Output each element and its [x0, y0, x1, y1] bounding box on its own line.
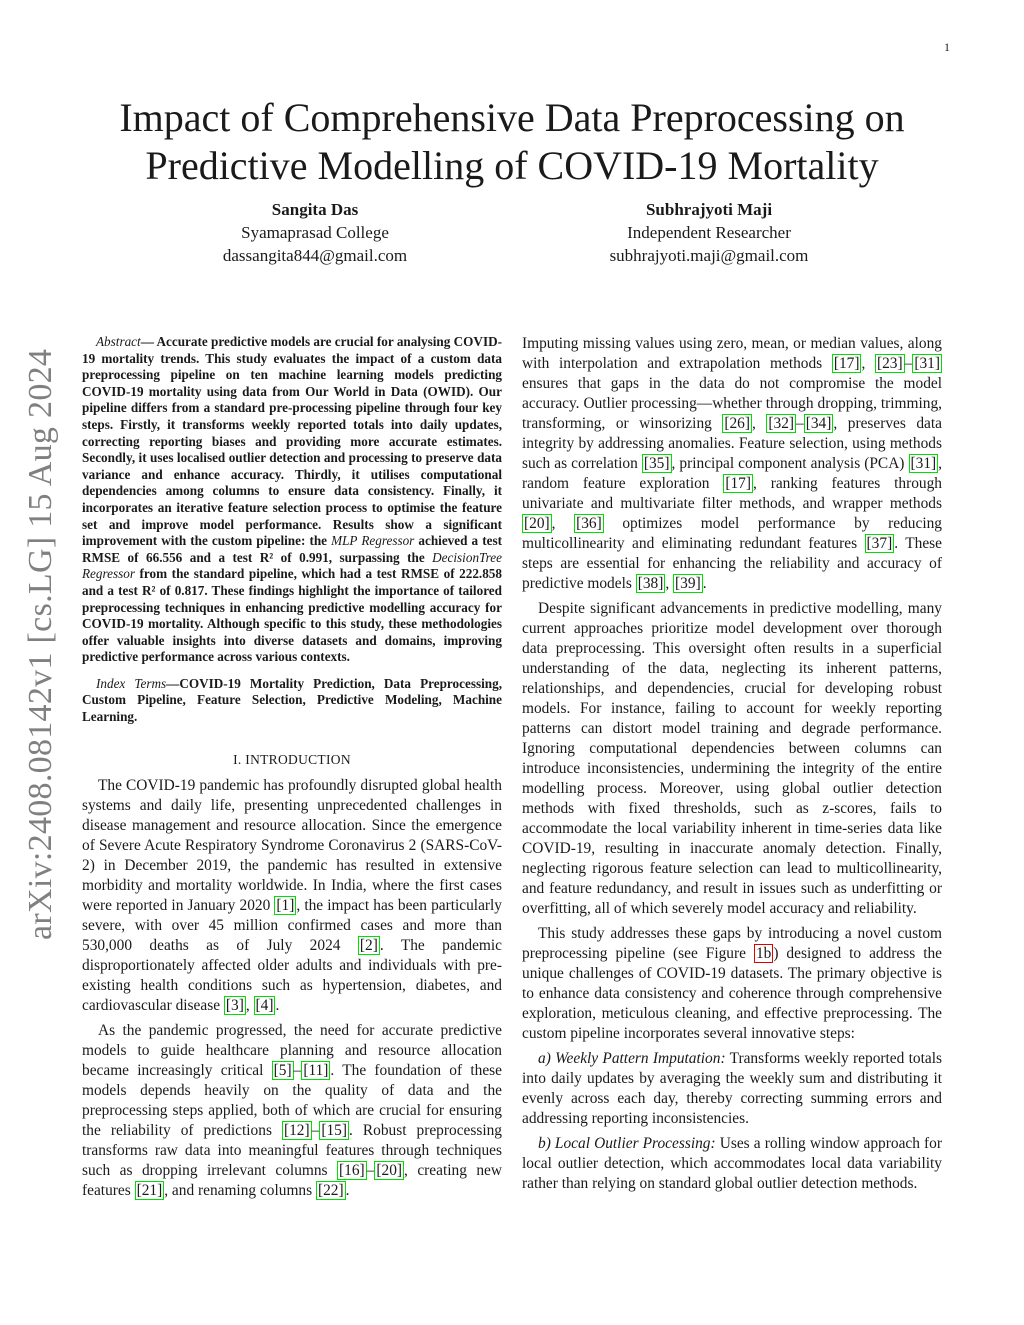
right-column [522, 334, 942, 1199]
paragraph: This study addresses these gaps by introducing a novel custom preprocessing pipeline (see Figure 1b ) designed to address the unique challenges of COVID-19 datasets. The primary objective is to enhance data consistency and coherence through comprehensive exploration, meticulous cleaning, and effective preprocessing. The custom pipeline incorporates several innovative steps: [522, 925, 943, 1042]
abstract-label: Abstract [96, 334, 141, 349]
left-column [82, 334, 502, 1206]
citation-link[interactable]: [2] [359, 936, 378, 954]
model-name: MLP Regressor [331, 533, 415, 549]
abstract: Abstract— Accurate predictive models are crucial for analysing COVID-19 mortality trends. This study evaluates the impact of a custom data preprocessing pipeline on ten machine learning models predicting COVID-19 mortality using data from Our World in Data (OWID). Our pipeline differs from a standard pre-processing pipeline through four key steps. Firstly, it transforms weekly reported totals into daily updates, correcting reporting biases and providing more accurate estimates. Secondly, it uses localised outlier detection and processing to preserve data variance and enhance accuracy. Thirdly, it utilises computational dependencies among columns to ensure data consistency. Finally, it incorporates an iterative feature selection process to optimise the feature set and improve model performance. Results show a significant improvement with the custom pipeline: the MLP Regressor achieved a test RMSE of 66.556 and a test R² of 0.991, surpassing the DecisionTree Regressor from the standard pipeline, which had a test RMSE of 222.858 and a test R² of 0.817. These findings highlight the importance of tailored preprocessing techniques in enhancing predictive modelling accuracy for COVID-19 mortality. Although specific to this study, these methodologies offer valuable insights into diverse datasets and domains, improving predictive performance across various contexts. [82, 334, 502, 665]
citation-link[interactable]: [31] [914, 355, 940, 372]
citation-link[interactable]: [20] [524, 515, 550, 532]
index-terms-label: Index Terms [96, 675, 167, 691]
citation-link[interactable]: [32] [768, 415, 795, 432]
citation-link[interactable]: [16] [339, 1161, 365, 1179]
author-name: Subhrajyoti Maji [645, 200, 773, 219]
paragraph: As the pandemic progressed, the need for accurate predictive models to guide healthcare planning and resource allocation became increasingly critical [5] – [11] . The foundation of these models depends heavily on the quality of data and the preprocessing steps applied, both of which are crucial for ensuring the reliability of predictions [12] – [15] . Robust preprocessing transforms raw data into meaningful features through techniques such as dropping irrelevant columns [16] – [20] , creating new features [21] , and renaming columns [22] . [82, 1021, 503, 1199]
index-terms: Index Terms—COVID-19 Mortality Prediction, Data Preprocessing, Custom Pipeline, Feature Selection, Predictive Modeling, Machine Learning. [82, 675, 502, 725]
subsection-label: a) Weekly Pattern Imputation: [538, 1050, 726, 1067]
author-email[interactable]: dassangita844@gmail.com [222, 246, 408, 265]
page-number: 1 [944, 40, 950, 54]
paragraph: The COVID-19 pandemic has profoundly disrupted global health systems and daily life, presenting unprecedented challenges in disease management and resource allocation. Since the emergence of Severe Acute Respiratory Syndrome Coronavirus 2 (SARS-CoV-2) in December 2019, the pandemic has resulted in extensive morbidity and mortality worldwide. In India, where the first cases were reported in January 2020 [1] , the impact has been particularly severe, with over 45 million confirmed cases and more than 530,000 deaths as of July 2024 [2] . The pandemic disproportionately affected older adults and individuals with pre-existing health conditions such as hypertension, diabetes, and cardiovascular disease [3] , [4] . [82, 776, 502, 1014]
citation-link[interactable]: [11] [303, 1061, 329, 1079]
arxiv-identifier[interactable]: arXiv:2408.08142v1 [cs.LG] 15 Aug 2024 [22, 348, 59, 940]
citation-link[interactable]: [17] [833, 355, 860, 372]
author-email[interactable]: subhrajyoti.maji@gmail.com [609, 246, 809, 265]
citation-link[interactable]: [36] [576, 515, 602, 532]
author-name: Sangita Das [271, 200, 359, 219]
paragraph-step-b: b) Local Outlier Processing: Uses a rolling window approach for local outlier detection, which accommodates local data variability rather than relying on standard global outlier detection methods. [522, 1135, 942, 1192]
citation-link[interactable]: [37] [866, 535, 893, 552]
subsection-label: b) Local Outlier Processing: [538, 1135, 716, 1152]
citation-link[interactable]: [5] [273, 1061, 292, 1079]
citation-link[interactable]: [1] [276, 896, 295, 914]
citation-link[interactable]: [12] [283, 1121, 310, 1139]
citation-link[interactable]: [4] [255, 996, 274, 1014]
author-affiliation: Syamaprasad College [241, 223, 389, 242]
paragraph: Imputing missing values using zero, mean, or median values, along with interpolation and extrapolation methods [17] , [23] – [31] ensures that gaps in the data do not compromise the model accuracy. Outlier processing—whether through dropping, trimming, transforming, or winsorizing [26] , [32] – [34] , preserves data integrity by addressing anomalies. Feature selection, using methods such as correlation [35] , principal component analysis (PCA) [31] , random feature exploration [17] , ranking features through univariate and multivariate filter methods, and wrapper methods [20] , [36] optimizes model performance by reducing multicollinearity and eliminating redundant features [37] . These steps are essential for enhancing the reliability and accuracy of predictive models [38] , [39] . [522, 335, 943, 592]
author-block-1 [150, 198, 480, 267]
citation-link[interactable]: [3] [225, 996, 244, 1014]
citation-link[interactable]: [31] [910, 455, 937, 472]
paper-title: Impact of Comprehensive Data Preprocessing on Predictive Modelling of COVID-19 Mortality [119, 95, 905, 188]
section-heading: I. INTRODUCTION [233, 751, 351, 767]
citation-link[interactable]: [35] [643, 455, 670, 472]
author-affiliation: Independent Researcher [627, 223, 791, 242]
author-block-2 [544, 198, 874, 267]
citation-link[interactable]: [20] [376, 1161, 403, 1179]
citation-link[interactable]: [22] [317, 1181, 344, 1199]
citation-link[interactable]: [34] [805, 415, 832, 432]
citation-link[interactable]: [21] [136, 1181, 163, 1199]
citation-link[interactable]: [39] [675, 575, 701, 592]
citation-link[interactable]: [15] [321, 1121, 347, 1139]
figure-link[interactable]: 1b [755, 945, 772, 962]
citation-link[interactable]: [26] [724, 415, 751, 432]
citation-link[interactable]: [23] [876, 355, 903, 372]
citation-link[interactable]: [38] [637, 575, 664, 592]
model-name: DecisionTree Regressor [82, 549, 502, 582]
paragraph: Despite significant advancements in predictive modelling, many current approaches prioritize model development over thorough data preprocessing. This oversight often results in a superficial understanding of the data, neglecting its inherent patterns, relationships, and dependencies, crucial for developing robust models. For instance, failing to account for weekly reporting patterns can distort model training and degrade performance. Ignoring computational dependencies between columns can introduce inconsistencies, undermining the integrity of the entire modelling process. Moreover, using global outlier detection methods with fixed thresholds, such as z-scores, fails to accommodate the local variability inherent in time-series data like COVID-19, resulting in inaccurate anomaly detection. Finally, neglecting rigorous feature selection can lead to multicollinearity, and feature redundancy, and result in issues such as underfitting or overfitting, all of which severely model accuracy and reliability. [522, 600, 942, 917]
paragraph-step-a: a) Weekly Pattern Imputation: Transforms weekly reported totals into daily updates by averaging the weekly sum and distributing it evenly across each day, thereby correcting summing errors and addressing reporting inconsistencies. [522, 1050, 942, 1127]
citation-link[interactable]: [17] [725, 475, 752, 492]
